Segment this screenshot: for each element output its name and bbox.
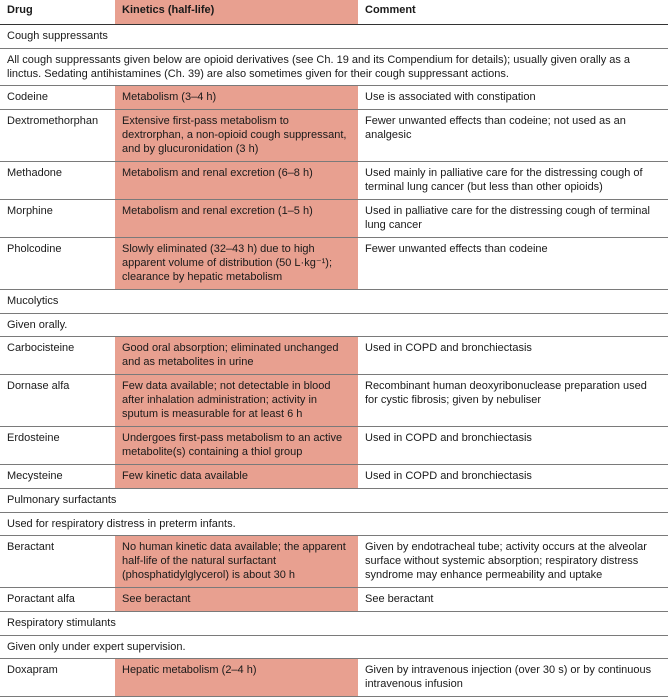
comment-cell: Given by endotracheal tube; activity occurs at the alveolar surface without systemic absorption; respiratory distress syndrome may enhance permeability and uptake [358,536,668,588]
drug-name-cell: Codeine [0,86,115,110]
kinetics-cell: Good oral absorption; eliminated unchanged and as metabolites in urine [115,337,358,375]
drug-name-cell: Carbocisteine [0,337,115,375]
section-title: Pulmonary surfactants [0,489,668,513]
comment-cell: Given by intravenous injection (over 30 s) or by continuous intravenous infusion [358,659,668,697]
kinetics-cell: Slowly eliminated (32–43 h) due to high apparent volume of distribution (50 L·kg⁻¹); clearance by hepatic metabolism [115,238,358,290]
drug-name-cell: Dornase alfa [0,375,115,427]
comment-cell: See beractant [358,588,668,612]
comment-cell: Used in COPD and bronchiectasis [358,465,668,489]
section-title-row [0,290,668,314]
drug-name-cell: Mecysteine [0,465,115,489]
section-title: Mucolytics [0,290,668,314]
kinetics-cell: Few kinetic data available [115,465,358,489]
drug-name-cell: Pholcodine [0,238,115,290]
drug-column-header: Drug [0,0,115,25]
kinetics-cell: No human kinetic data available; the apparent half-life of the natural surfactant (phosphatidylglycerol) is about 30 h [115,536,358,588]
section-note: All cough suppressants given below are opioid derivatives (see Ch. 19 and its Compendium for details); usually given orally as a linctus. Sedating antihistamines (Ch. 39) are also sometimes given for their cough suppressant actions. [0,49,668,86]
section-note-row [0,513,668,536]
table-row [0,465,668,489]
table-row [0,427,668,465]
section-note: Given only under expert supervision. [0,636,668,659]
section-note: Used for respiratory distress in preterm infants. [0,513,668,536]
kinetics-cell: Metabolism and renal excretion (6–8 h) [115,162,358,200]
comment-cell: Recombinant human deoxyribonuclease preparation used for cystic fibrosis; given by nebuliser [358,375,668,427]
table-row [0,337,668,375]
kinetics-cell: Hepatic metabolism (2–4 h) [115,659,358,697]
comment-cell: Used mainly in palliative care for the distressing cough of terminal lung cancer (but less than other opioids) [358,162,668,200]
comment-cell: Used in palliative care for the distressing cough of terminal lung cancer [358,200,668,238]
comment-column-header: Comment [358,0,668,25]
table-row [0,162,668,200]
kinetics-cell: Extensive first-pass metabolism to dextrorphan, a non-opioid cough suppressant, and by glucuronidation (3 h) [115,110,358,162]
comment-cell: Fewer unwanted effects than codeine; not used as an analgesic [358,110,668,162]
kinetics-column-header: Kinetics (half-life) [115,0,358,25]
comment-cell: Fewer unwanted effects than codeine [358,238,668,290]
table-row [0,238,668,290]
drug-name-cell: Erdosteine [0,427,115,465]
section-note: Given orally. [0,314,668,337]
drug-name-cell: Morphine [0,200,115,238]
table-row [0,536,668,588]
table-row [0,659,668,697]
kinetics-cell: Few data available; not detectable in blood after inhalation administration; activity in sputum is measurable for at least 6 h [115,375,358,427]
drug-name-cell: Beractant [0,536,115,588]
table-row [0,110,668,162]
table-row [0,200,668,238]
comment-cell: Used in COPD and bronchiectasis [358,427,668,465]
comment-cell: Use is associated with constipation [358,86,668,110]
table-row [0,375,668,427]
table-row [0,86,668,110]
drug-name-cell: Doxapram [0,659,115,697]
section-title: Cough suppressants [0,25,668,49]
drug-name-cell: Dextromethorphan [0,110,115,162]
kinetics-cell: Undergoes first-pass metabolism to an active metabolite(s) containing a thiol group [115,427,358,465]
section-title-row [0,489,668,513]
kinetics-cell: Metabolism (3–4 h) [115,86,358,110]
drug-name-cell: Methadone [0,162,115,200]
table-row [0,588,668,612]
section-title-row [0,25,668,49]
kinetics-cell: Metabolism and renal excretion (1–5 h) [115,200,358,238]
section-note-row [0,314,668,337]
drug-name-cell: Poractant alfa [0,588,115,612]
kinetics-cell: See beractant [115,588,358,612]
section-title: Respiratory stimulants [0,612,668,636]
section-title-row [0,612,668,636]
section-note-row [0,636,668,659]
comment-cell: Used in COPD and bronchiectasis [358,337,668,375]
header-row [0,0,668,25]
section-note-row [0,49,668,86]
